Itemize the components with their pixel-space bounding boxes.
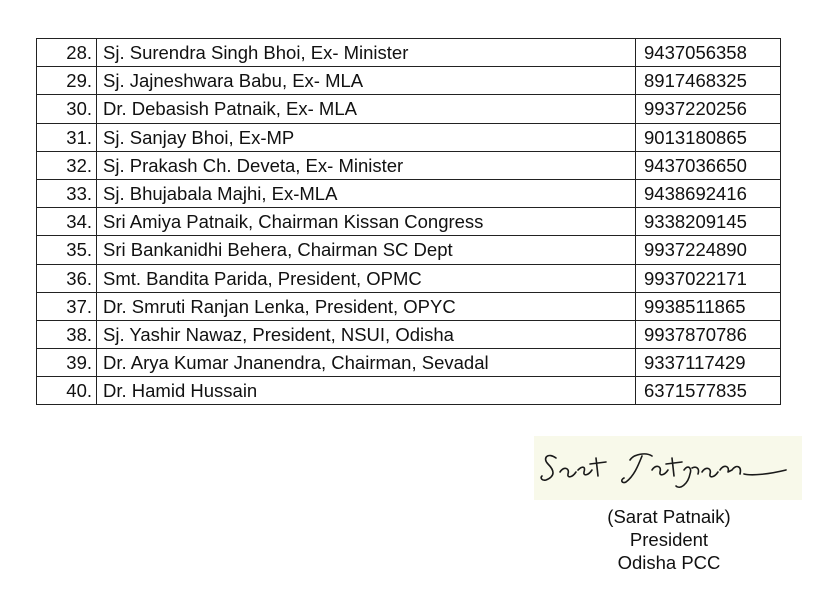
- member-name: Sj. Yashir Nawaz, President, NSUI, Odisha: [97, 320, 636, 348]
- table-row: [37, 292, 781, 320]
- table-row: [37, 208, 781, 236]
- member-name: Sj. Bhujabala Majhi, Ex-MLA: [97, 179, 636, 207]
- member-name: Sj. Surendra Singh Bhoi, Ex- Minister: [97, 39, 636, 67]
- signature-scribble: [534, 436, 802, 500]
- table-row: [37, 123, 781, 151]
- row-number: 28.: [37, 39, 97, 67]
- member-name: Dr. Hamid Hussain: [97, 377, 636, 405]
- table-row: [37, 264, 781, 292]
- table-row: [37, 349, 781, 377]
- row-number: 33.: [37, 179, 97, 207]
- signatory-title: President: [629, 529, 709, 550]
- phone-number: 9013180865: [636, 123, 781, 151]
- member-name: Sj. Jajneshwara Babu, Ex- MLA: [97, 67, 636, 95]
- row-number: 32.: [37, 151, 97, 179]
- row-number: 35.: [37, 236, 97, 264]
- table-row: [37, 95, 781, 123]
- phone-number: 9937022171: [636, 264, 781, 292]
- signature: [534, 436, 802, 500]
- table-row: [37, 320, 781, 348]
- member-name: Dr. Smruti Ranjan Lenka, President, OPYC: [97, 292, 636, 320]
- phone-number: 9938511865: [636, 292, 781, 320]
- row-number: 30.: [37, 95, 97, 123]
- row-number: 34.: [37, 208, 97, 236]
- phone-number: 6371577835: [636, 377, 781, 405]
- row-number: 38.: [37, 320, 97, 348]
- phone-number: 9338209145: [636, 208, 781, 236]
- members-table-body: [37, 39, 781, 405]
- phone-number: 9937870786: [636, 320, 781, 348]
- member-name: Sri Bankanidhi Behera, Chairman SC Dept: [97, 236, 636, 264]
- signatory-block: [540, 505, 798, 574]
- phone-number: 9437036650: [636, 151, 781, 179]
- row-number: 40.: [37, 377, 97, 405]
- phone-number: 8917468325: [636, 67, 781, 95]
- phone-number: 9937220256: [636, 95, 781, 123]
- member-name: Sri Amiya Patnaik, Chairman Kissan Congress: [97, 208, 636, 236]
- table-row: [37, 236, 781, 264]
- phone-number: 9437056358: [636, 39, 781, 67]
- row-number: 39.: [37, 349, 97, 377]
- phone-number: 9937224890: [636, 236, 781, 264]
- table-row: [37, 151, 781, 179]
- table-row: [37, 179, 781, 207]
- row-number: 31.: [37, 123, 97, 151]
- member-name: Smt. Bandita Parida, President, OPMC: [97, 264, 636, 292]
- signatory-name: (Sarat Patnaik): [607, 506, 731, 527]
- member-name: Sj. Sanjay Bhoi, Ex-MP: [97, 123, 636, 151]
- row-number: 37.: [37, 292, 97, 320]
- phone-number: 9337117429: [636, 349, 781, 377]
- table-row: [37, 39, 781, 67]
- member-name: Dr. Debasish Patnaik, Ex- MLA: [97, 95, 636, 123]
- row-number: 36.: [37, 264, 97, 292]
- table-row: [37, 377, 781, 405]
- member-name: Sj. Prakash Ch. Deveta, Ex- Minister: [97, 151, 636, 179]
- signatory-organization: Odisha PCC: [617, 552, 721, 573]
- table-row: [37, 67, 781, 95]
- phone-number: 9438692416: [636, 179, 781, 207]
- members-table: [36, 38, 781, 405]
- row-number: 29.: [37, 67, 97, 95]
- member-name: Dr. Arya Kumar Jnanendra, Chairman, Sevadal: [97, 349, 636, 377]
